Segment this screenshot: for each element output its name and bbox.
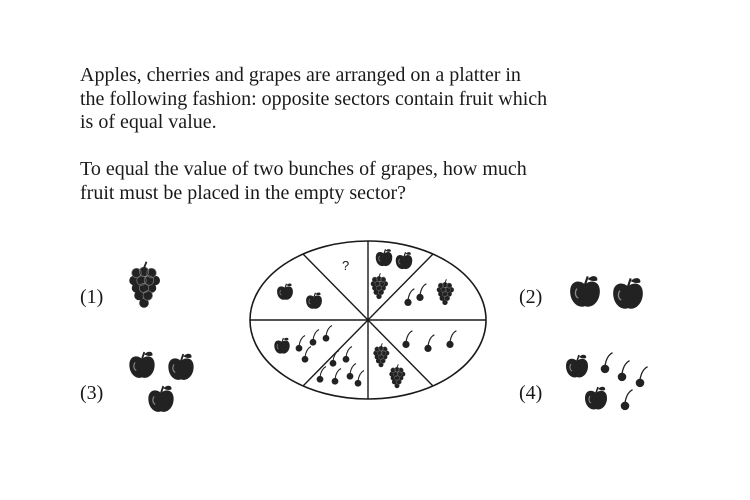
option-4-figure[interactable] xyxy=(566,353,648,410)
grape-bunch-icon xyxy=(389,364,405,388)
cherry-icon xyxy=(402,331,412,348)
cherry-icon xyxy=(296,336,305,352)
apple-icon xyxy=(396,252,413,269)
sector-top-right xyxy=(371,249,413,299)
cherry-icon xyxy=(302,347,311,363)
sector-bottom-left xyxy=(317,347,364,387)
grape-bunch-icon xyxy=(437,279,454,305)
cherry-icon xyxy=(310,330,319,346)
option-3-figure[interactable] xyxy=(129,352,193,412)
sector-left-upper xyxy=(277,283,322,308)
cherry-icon xyxy=(330,351,339,367)
sector-right-lower xyxy=(402,331,456,352)
grape-bunch-icon xyxy=(371,273,388,299)
cherry-icon xyxy=(621,390,633,410)
option-1-figure[interactable] xyxy=(129,262,160,308)
cherry-icon xyxy=(355,371,364,387)
apple-icon xyxy=(566,355,588,378)
cherry-icon xyxy=(636,367,648,387)
sector-left-lower xyxy=(274,326,332,363)
cherry-icon xyxy=(323,326,332,342)
cherry-icon xyxy=(601,353,613,373)
cherry-icon xyxy=(424,335,434,352)
grape-bunch-icon xyxy=(129,262,160,308)
sector-right-upper xyxy=(404,279,454,306)
apple-icon xyxy=(376,249,393,266)
apple-icon xyxy=(570,276,600,307)
question-prompt: To equal the value of two bunches of grapes, how much fruit must be placed in the empty sector? xyxy=(80,158,527,204)
sector-bottom-right xyxy=(373,343,405,388)
apple-icon xyxy=(306,292,322,308)
option-3-label[interactable]: (3) xyxy=(80,382,104,404)
apple-icon xyxy=(274,338,289,354)
cherry-icon xyxy=(446,331,456,348)
apple-icon xyxy=(129,352,154,378)
unknown-sector-marker: ? xyxy=(342,258,350,273)
option-2-label[interactable]: (2) xyxy=(519,286,543,308)
platter xyxy=(250,241,486,399)
cherry-icon xyxy=(347,364,356,380)
option-4-label[interactable]: (4) xyxy=(519,382,543,404)
cherry-icon xyxy=(416,284,426,301)
cherry-icon xyxy=(332,369,341,385)
apple-icon xyxy=(148,386,173,412)
question-intro: Apples, cherries and grapes are arranged on a platter in the following fashion: opposite sectors contain fruit which is of equal value. xyxy=(80,64,548,133)
grape-bunch-icon xyxy=(373,343,389,367)
apple-icon xyxy=(613,278,643,309)
cherry-icon xyxy=(343,347,352,363)
apple-icon xyxy=(168,354,193,380)
option-1-label[interactable]: (1) xyxy=(80,286,104,308)
apple-icon xyxy=(585,387,607,410)
apple-icon xyxy=(277,283,293,299)
cherry-icon xyxy=(404,289,414,306)
cherry-icon xyxy=(618,361,630,381)
cherry-icon xyxy=(317,367,326,383)
option-2-figure[interactable] xyxy=(570,276,643,309)
